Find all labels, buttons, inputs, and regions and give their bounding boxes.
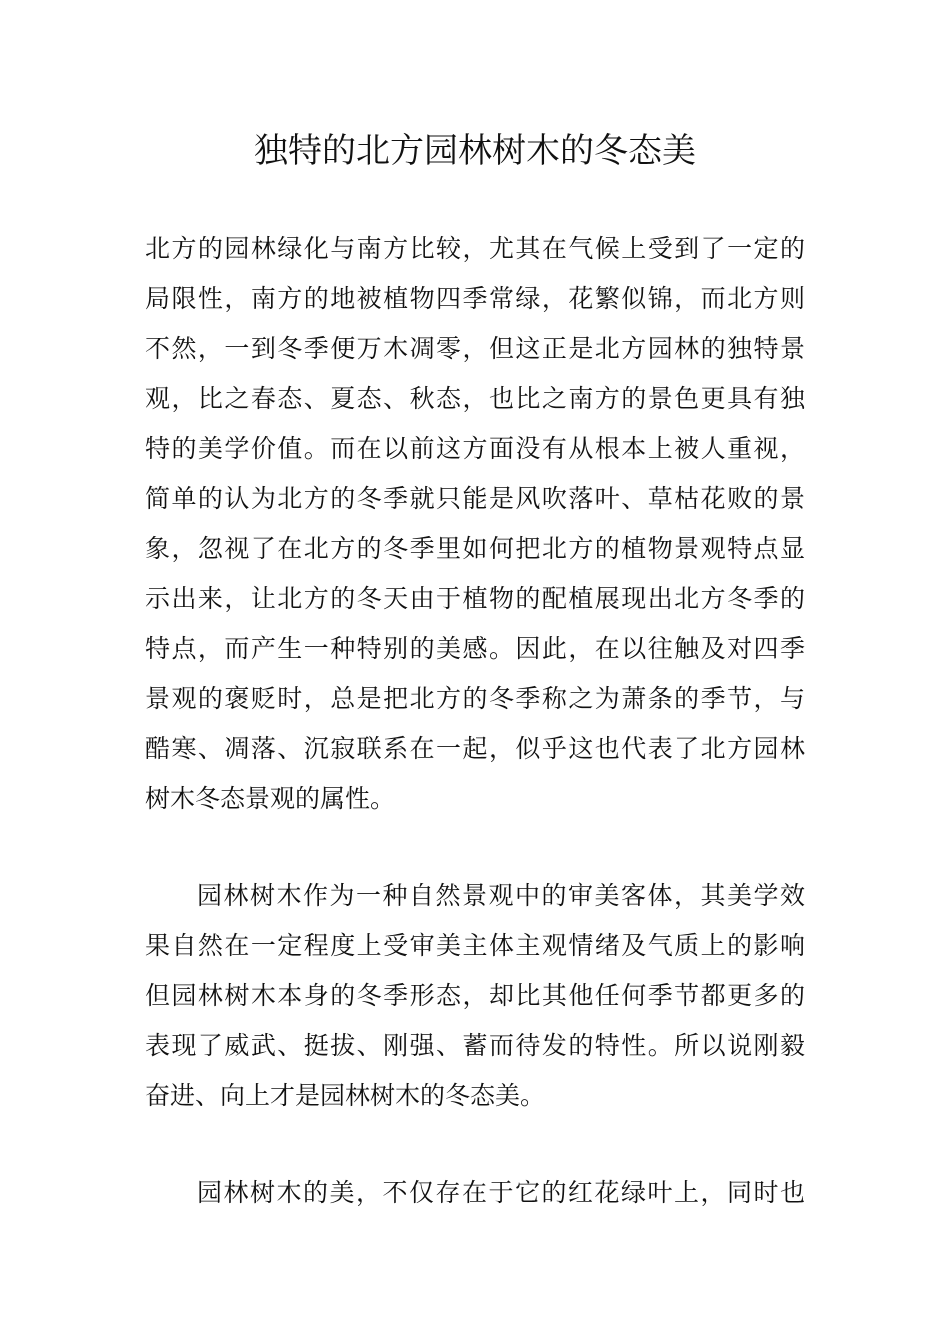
paragraph-1-line-10: 景观的褒贬时，总是把北方的冬季称之为萧条的季节，与 <box>145 684 805 713</box>
paragraph-1-line-9: 特点，而产生一种特别的美感。因此，在以往触及对四季 <box>145 634 805 663</box>
paragraph-1-line-12: 树木冬态景观的属性。 <box>145 784 396 813</box>
page-title: 独特的北方园林树木的冬态美 <box>254 131 696 171</box>
paragraph-1-line-8: 示出来，让北方的冬天由于植物的配植展现出北方冬季的 <box>145 584 805 613</box>
paragraph-1-line-5: 特的美学价值。而在以前这方面没有从根本上被人重视， <box>145 434 805 463</box>
paragraph-1-line-2: 局限性，南方的地被植物四季常绿，花繁似锦，而北方则 <box>145 284 805 313</box>
paragraph-1-line-4: 观，比之春态、夏态、秋态，也比之南方的景色更具有独 <box>145 384 805 413</box>
paragraph-1-line-11: 酷寒、凋落、沉寂联系在一起，似乎这也代表了北方园林 <box>145 734 805 763</box>
paragraph-3-line-1: 园林树木的美，不仅存在于它的红花绿叶上，同时也 <box>197 1178 805 1207</box>
paragraph-1-line-6: 简单的认为北方的冬季就只能是风吹落叶、草枯花败的景 <box>145 484 805 513</box>
paragraph-2-line-4: 表现了威武、挺拔、刚强、蓄而待发的特性。所以说刚毅 <box>145 1031 805 1060</box>
paragraph-2-line-1: 园林树木作为一种自然景观中的审美客体，其美学效 <box>197 881 805 910</box>
paragraph-2-line-3: 但园林树木本身的冬季形态，却比其他任何季节都更多的 <box>145 981 805 1010</box>
paragraph-1-line-1: 北方的园林绿化与南方比较，尤其在气候上受到了一定的 <box>145 234 805 263</box>
paragraph-1-line-3: 不然，一到冬季便万木凋零，但这正是北方园林的独特景 <box>145 334 805 363</box>
paragraph-2-line-5: 奋进、向上才是园林树木的冬态美。 <box>145 1081 546 1110</box>
paragraph-2-line-2: 果自然在一定程度上受审美主体主观情绪及气质上的影响 <box>145 931 805 960</box>
paragraph-1-line-7: 象，忽视了在北方的冬季里如何把北方的植物景观特点显 <box>145 534 805 563</box>
